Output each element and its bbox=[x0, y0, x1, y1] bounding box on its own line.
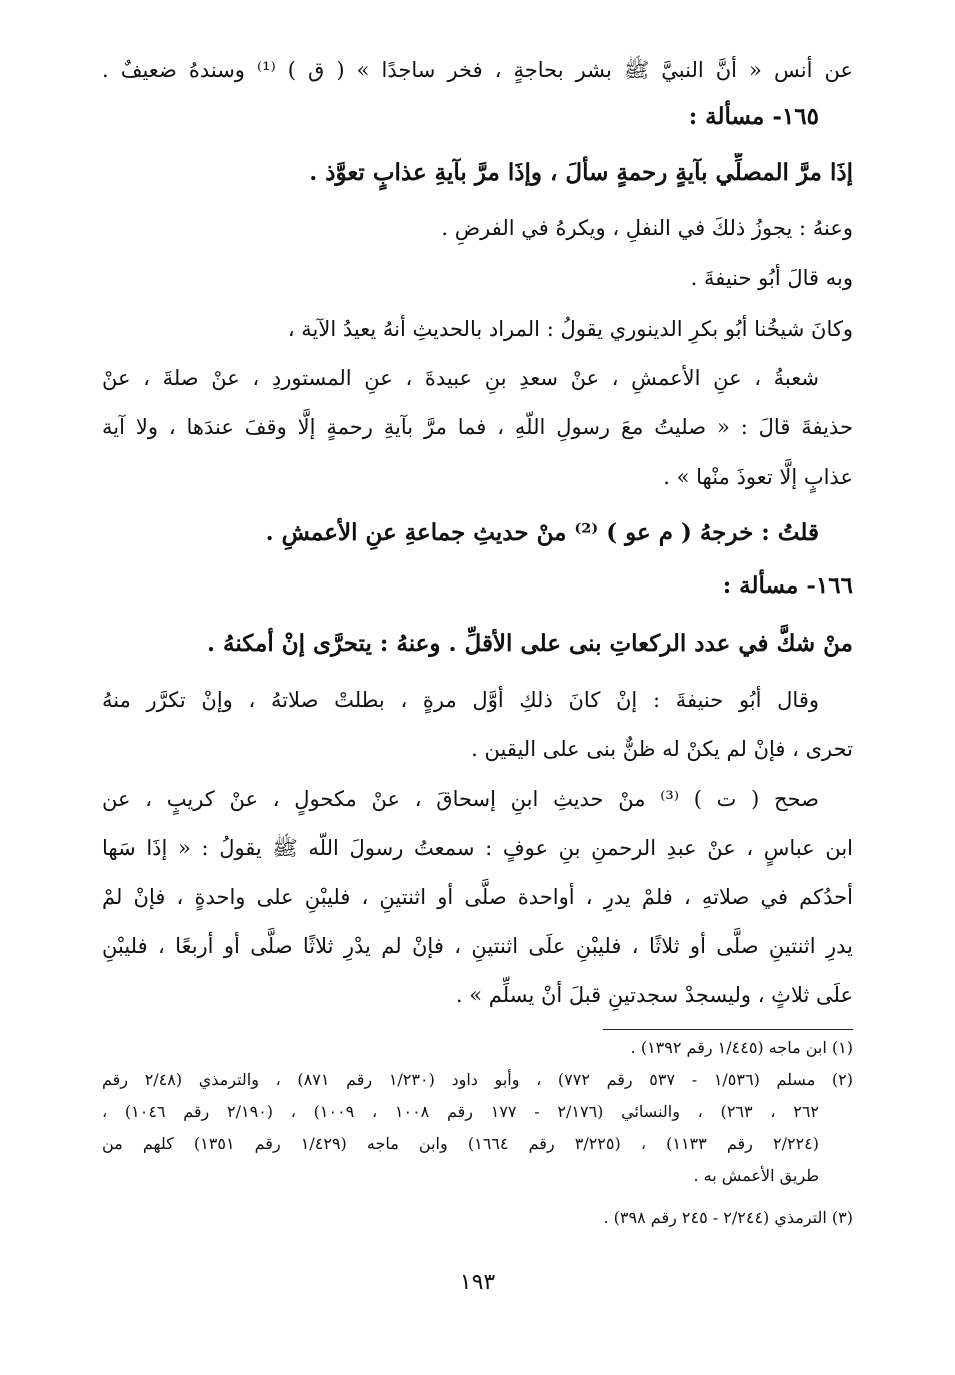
footnote-line: (١) ابن ماجه (١/٤٤٥ رقم ١٣٩٢) . bbox=[630, 1038, 853, 1057]
body-line: أحدُكم في صلاتهِ ، فلمْ يدرِ ، أواحدة صلَّى أو اثنتينِ ، فليبْنِ على واحدةٍ ، فإنْ لمْ bbox=[102, 885, 853, 909]
footnote-line: ٢٦٢ ، ٢٦٣) ، والنسائي (٢/١٧٦ - ١٧٧ رقم ١٠٠٨ ، ١٠٠٩) ، (٢/١٩٠ رقم ١٠٤٦) ، bbox=[102, 1102, 819, 1121]
body-line: ابن عباسٍ ، عنْ عبدِ الرحمنِ بنِ عوفٍ : سمعتُ رسولَ اللّه ﷺ يقولُ : « إذَا سَها bbox=[102, 836, 853, 860]
footnote-separator bbox=[603, 1029, 853, 1030]
body-line: تحرى ، فإنْ لم يكنْ له ظنٌّ بنى على اليقين . bbox=[471, 737, 853, 761]
body-line: وكانَ شيخُنا أبُو بكرِ الدينوري يقولُ : المراد بالحديثِ أنهُ يعيدُ الآية ، bbox=[287, 317, 853, 341]
body-line: صحح ( ت ) ⁽³⁾ منْ حديثِ ابنِ إسحاقَ ، عنْ مكحولٍ ، عنْ كريبٍ ، عن bbox=[102, 787, 819, 811]
body-line: علَى ثلاثٍ ، وليسجدْ سجدتينِ قبلَ أنْ يسلِّم » . bbox=[455, 983, 853, 1007]
body-line: وقال أبُو حنيفةَ : إنْ كانَ ذلكِ أوَّل مرةٍ ، بطلتْ صلاتهُ ، وإنْ تكرَّر منهُ bbox=[102, 688, 819, 712]
section-statement: إذَا مرَّ المصلِّي بآيةٍ رحمةٍ سألَ ، وإذَا مرَّ بآيةِ عذابٍ تعوَّذ . bbox=[309, 159, 853, 186]
section-heading: ١٦٦- مسألة : bbox=[722, 572, 853, 599]
body-line: حذيفةَ قالَ : « صليتُ معَ رسولِ اللّهِ ، فما مرَّ بآيةِ رحمةٍ إلَّا وقفَ عندَها ، ولا آية bbox=[102, 415, 853, 439]
body-line: عذابٍ إلَّا تعوذَ منْها » . bbox=[663, 465, 853, 489]
body-line: وبه قالَ أبُو حنيفةَ . bbox=[690, 266, 853, 290]
page-number: ١٩٣ bbox=[459, 1270, 496, 1295]
section-heading: ١٦٥- مسألة : bbox=[688, 103, 819, 130]
section-statement: منْ شكَّ في عدد الركعاتِ بنى على الأقلِّ . وعنهُ : يتحرَّى إنْ أمكنهُ . bbox=[207, 630, 853, 657]
body-line: شعبةُ ، عنِ الأعمشِ ، عنْ سعدِ بنِ عبيدةَ ، عنِ المستوردِ ، عنْ صلةَ ، عنْ bbox=[102, 366, 819, 390]
section-note: قلتُ : خرجهُ ( م عو ) ⁽²⁾ منْ حديثِ جماعةِ عنِ الأعمشِ . bbox=[265, 519, 819, 546]
footnote-line: طريق الأعمش به . bbox=[693, 1166, 819, 1185]
body-line: وعنهُ : يجوزُ ذلكَ في النفلِ ، ويكرهُ في الفرضِ . bbox=[441, 216, 853, 240]
footnote-line: (٣) الترمذي (٢/٢٤٤ - ٢٤٥ رقم ٣٩٨) . bbox=[603, 1208, 853, 1227]
body-line: عن أنس « أنَّ النبيَّ ﷺ بشر بحاجةٍ ، فخر ساجدًا » ( ق ) ⁽¹⁾ وسندهُ ضعيفٌ . bbox=[102, 58, 853, 82]
body-line: يدرِ اثنتينِ صلَّى أو ثلاثًا ، فليبْنِ علَى اثنتينِ ، فإنْ لم يدْرِ ثلاثًا صلَّى أو أربعًا ، فليبْنِ bbox=[102, 934, 853, 958]
footnote-line: (٢) مسلم (١/٥٣٦ - ٥٣٧ رقم ٧٧٢) ، وأبو داود (١/٢٣٠ رقم ٨٧١) ، والترمذي (٢/٤٨ رقم bbox=[102, 1070, 853, 1089]
footnote-line: (٢/٢٢٤ رقم ١١٣٣) ، (٣/٢٢٥ رقم ١٦٦٤) وابن ماجه (١/٤٢٩ رقم ١٣٥١) كلهم من bbox=[102, 1134, 819, 1153]
